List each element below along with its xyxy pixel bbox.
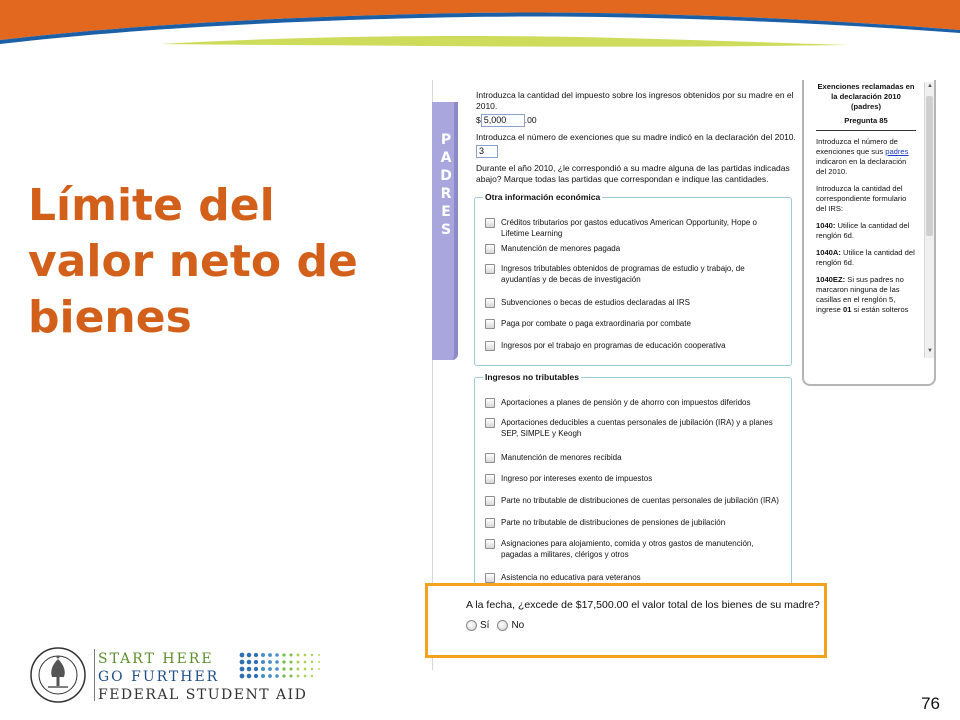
checkbox-item[interactable] [485,298,781,309]
logo-dot [268,660,272,664]
logo-line-start-here: START HERE [98,651,214,667]
help-text: indicaron en la declaración del 2010. [816,157,907,176]
checkbox-label: Parte no tributable de distribuciones de cuentas personales de jubilación (IRA) [501,496,779,505]
checkbox-label: Ingresos por el trabajo en programas de educación cooperativa [501,341,726,350]
help-paragraph: Introduzca la cantidad del correspondiente formulario del IRS: [816,184,907,213]
checkbox[interactable] [485,218,495,228]
logo-dot [289,653,292,656]
checkbox[interactable] [485,496,495,506]
checkbox-item[interactable] [485,264,781,285]
help-text: Utilice la cantidad del renglón 6d. [816,248,915,267]
help-paragraph [816,221,916,241]
checkbox-item[interactable] [485,453,781,464]
exemptions-question: Introduzca el número de exenciones que su madre indicó en la declaración del 2010. [476,132,796,142]
checkbox-label: Manutención de menores recibida [501,453,622,462]
help-text: si están solteros [851,305,909,314]
department-of-education-seal-icon [30,647,86,703]
logo-dot [268,674,272,678]
items-question: Durante el año 2010, ¿le correspondió a su madre alguna de las partidas indicadas abajo? Marque todas las partidas que correspondan e indique las cantidades. [476,163,790,184]
logo-dot [254,653,258,657]
padres-link[interactable]: padres [885,147,909,156]
logo-dot [254,674,258,678]
help-paragraph [816,137,916,177]
page-number: 76 [921,694,940,713]
exemptions-input[interactable]: 3 [476,145,498,158]
checkbox-label: Aportaciones deducibles a cuentas personales de jubilación (IRA) y a planes SEP, SIMPLE y Keogh [501,418,773,438]
nontaxable-income-group [474,372,792,594]
logo-dot [240,660,245,665]
checkbox[interactable] [485,573,495,583]
asset-question-text: A la fecha, ¿excede de $17,500.00 el valor total de los bienes de su madre? [466,599,820,611]
logo-dot [275,660,279,664]
checkbox-label: Subvenciones o becas de estudios declaradas al IRS [501,298,691,307]
logo-dot [297,668,300,671]
help-divider [816,130,916,131]
checkbox[interactable] [485,319,495,329]
checkbox-label: Parte no tributable de distribuciones de pensiones de jubilación [501,518,726,527]
logo-dot [311,661,313,663]
help-paragraph [816,275,916,315]
tax-amount-input[interactable]: 5,000 [481,114,525,127]
checkbox[interactable] [485,518,495,528]
checkbox-item[interactable] [485,341,781,352]
logo-divider [94,649,95,701]
group-legend: Otra información económica [485,192,601,202]
checkbox-item[interactable] [485,539,781,560]
tax-amount-row [476,114,806,127]
checkbox[interactable] [485,539,495,549]
help-title: Exenciones reclamadas en la declaración 2010 (padres) [817,82,915,111]
logo-line-federal-student-aid: FEDERAL STUDENT AID [98,687,308,703]
form-screenshot [418,80,940,670]
checkbox-item[interactable] [485,573,781,584]
checkbox-item[interactable] [485,218,781,239]
logo-dot [275,653,279,657]
tab-letter: P [440,132,452,148]
logo-dot [261,674,265,678]
checkbox-label: Aportaciones a planes de pensión y de ahorro con impuestos diferidos [501,398,751,407]
logo-dot [304,675,307,678]
logo-dot [304,668,307,671]
logo-dot [254,667,258,671]
checkbox[interactable] [485,341,495,351]
checkbox-item[interactable] [485,418,781,439]
help-content [816,82,916,322]
padres-side-tab[interactable] [432,102,458,360]
checkbox-label: Ingreso por intereses exento de impuestos [501,474,653,483]
logo-dot [304,661,307,664]
checkbox-label: Ingresos tributables obtenidos de programas de estudio y trabajo, de ayudantías y de becas de investigación [501,264,745,284]
logo-dot [311,654,313,656]
logo-dot [282,660,285,663]
radio-no[interactable] [497,620,508,631]
top-banner [0,0,960,60]
tab-letter: E [441,204,451,220]
logo-dot [268,653,272,657]
logo-dot [311,675,313,677]
logo-dot [261,667,265,671]
checkbox-item[interactable] [485,244,781,255]
logo-dot [297,661,300,664]
scroll-up-icon[interactable]: ▲ [927,83,933,89]
logo-dot [318,661,320,663]
tax-question: Introduzca la cantidad del impuesto sobre los ingresos obtenidos por su madre en el 2010. [476,90,794,111]
logo-dot [254,660,258,664]
logo-dot [297,675,300,678]
help-scrollbar[interactable] [924,82,934,358]
logo-dot [247,653,252,658]
logo-dot [318,668,320,670]
logo-dot [282,653,285,656]
logo-dot [268,667,272,671]
highlighted-asset-question [425,583,827,658]
help-bold: 01 [843,305,852,314]
logo-dot [240,667,245,672]
checkbox[interactable] [485,418,495,428]
logo-dot [282,674,285,677]
checkbox[interactable] [485,453,495,463]
checkbox-item[interactable] [485,319,781,330]
logo-dot [311,668,313,670]
checkbox-item[interactable] [485,474,781,485]
radio-yes-label[interactable]: Sí [480,620,490,631]
logo-dot [247,674,252,679]
tab-letter: R [440,186,452,202]
title-line-1: Límite del [28,180,275,231]
checkbox-label: Créditos tributarios por gastos educativos American Opportunity, Hope o Lifetime Learning [501,218,757,238]
scroll-down-icon[interactable]: ▼ [927,348,933,354]
checkbox-label: Manutención de menores pagada [501,244,621,253]
logo-dot [297,654,300,657]
title-line-3: bienes [28,292,192,343]
radio-yes[interactable] [466,620,477,631]
help-paragraph [816,248,916,268]
checkbox[interactable] [485,244,495,254]
checkbox[interactable] [485,398,495,408]
scroll-thumb[interactable] [926,96,933,236]
tax-cents: .00 [524,115,537,125]
checkbox[interactable] [485,474,495,484]
logo-dot [247,660,252,665]
logo-dot [289,660,292,663]
checkbox[interactable] [485,264,495,274]
help-label: 1040EZ: [816,275,846,284]
logo-dot [282,667,285,670]
logo-dot [261,653,265,657]
logo-dot [318,654,320,656]
currency-symbol: $ [476,115,481,125]
logo-dot [240,674,245,679]
logo-dot [275,667,279,671]
radio-no-label[interactable]: No [511,620,525,631]
logo-dot [247,667,252,672]
exemptions-row [476,145,806,158]
logo-dot [289,674,292,677]
logo-dot [304,654,307,657]
checkbox-item[interactable] [485,518,781,529]
parent-tax-form [476,90,806,185]
help-label: 1040: [816,221,836,230]
logo-dot-grid-icon [238,651,330,683]
help-question-number: Pregunta 85 [844,116,888,125]
logo-dot [261,660,265,664]
tab-letter: S [440,222,452,238]
slide-title [28,178,408,346]
tab-letter: A [440,150,452,166]
help-text: Utilice la cantidad del renglón 6d. [816,221,910,240]
group-legend: Ingresos no tributables [485,372,579,382]
checkbox[interactable] [485,298,495,308]
other-financial-info-group [474,192,792,366]
checkbox-label: Asignaciones para alojamiento, comida y otros gastos de manutención, pagadas a militares, clérigos y otros [501,539,754,559]
logo-dot [289,667,292,670]
federal-student-aid-logo [30,645,330,705]
checkbox-label: Paga por combate o paga extraordinaria por combate [501,319,691,328]
help-text: Si sus padres no marcaron ninguna de las casillas en el renglón 5, ingrese [816,275,904,314]
help-panel [802,80,936,386]
help-text: Introduzca el número de exenciones que sus [816,137,898,156]
checkbox-label: Asistencia no educativa para veteranos [501,573,641,582]
checkbox-item[interactable] [485,496,781,507]
tab-letter: D [440,168,452,184]
asset-answer-options [466,620,532,631]
logo-dot [240,653,245,658]
help-label: 1040A: [816,248,841,257]
logo-line-go-further: GO FURTHER [98,669,220,685]
logo-dot [275,674,279,678]
title-line-2: valor neto de [28,236,358,287]
checkbox-item[interactable] [485,398,781,409]
